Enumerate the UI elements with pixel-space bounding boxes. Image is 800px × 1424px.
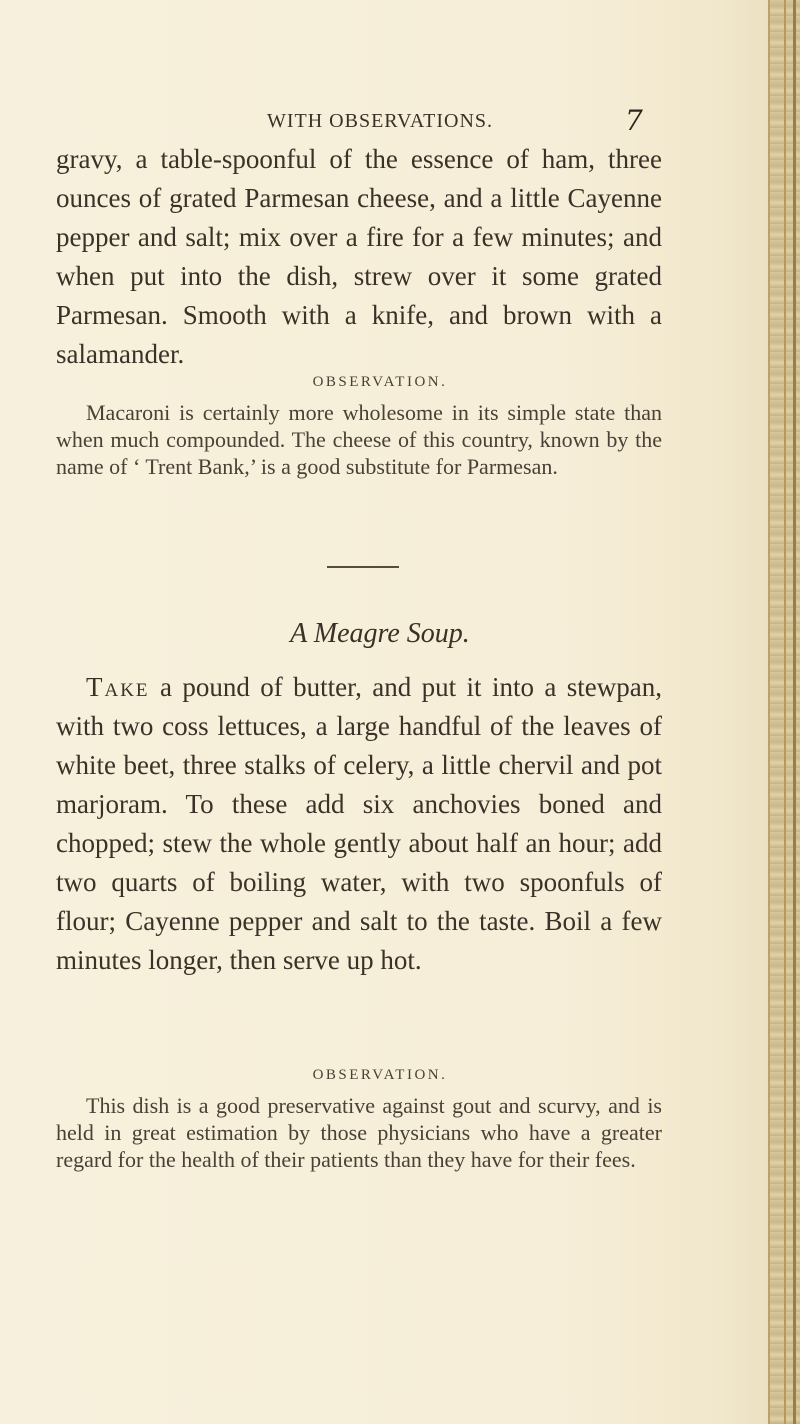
paragraph-top: gravy, a table-spoonful of the essence of ham, three ounces of grated Parmesan cheese, and a little Cayenne pepper and salt; mix over a fire for a few minutes; and when put into the dish, strew over it some grated Parmesan. Smooth with a knife, and brown with a salamander. xyxy=(56,144,662,369)
book-spine-edge xyxy=(768,0,800,1424)
observation-2-heading: OBSERVATION. xyxy=(312,1067,448,1083)
recipe-text: a pound of butter, and put it into a stewpan, with two coss lettuces, a large handful of the leaves of white beet, three stalks of celery, a little chervil and pot marjoram. To these add six anchovies boned and chopped; stew the whole gently about half an hour; add two quarts of boiling water, with two spoonfuls of flour; Cayenne pepper and salt to the taste. Boil a few minutes longer, then serve up hot. xyxy=(56,672,662,975)
running-head: WITH OBSERVATIONS. xyxy=(266,110,494,132)
section-divider xyxy=(327,566,399,568)
recipe-title: A Meagre Soup. xyxy=(290,618,470,649)
recipe-body xyxy=(56,668,662,980)
observation-1-heading: OBSERVATION. xyxy=(312,374,448,390)
observation-2-text: This dish is a good preservative against gout and scurvy, and is held in great estimation by those physicians who have a greater regard for the health of their patients than they have for their fees. xyxy=(56,1093,662,1172)
recipe-lead-word: Take xyxy=(86,672,150,702)
observation-1-text: Macaroni is certainly more wholesome in its simple state than when much compounded. The cheese of this country, known by the name of ‘ Trent Bank,’ is a good substitute for Parmesan. xyxy=(56,400,662,479)
page-number: 7 xyxy=(625,104,643,137)
